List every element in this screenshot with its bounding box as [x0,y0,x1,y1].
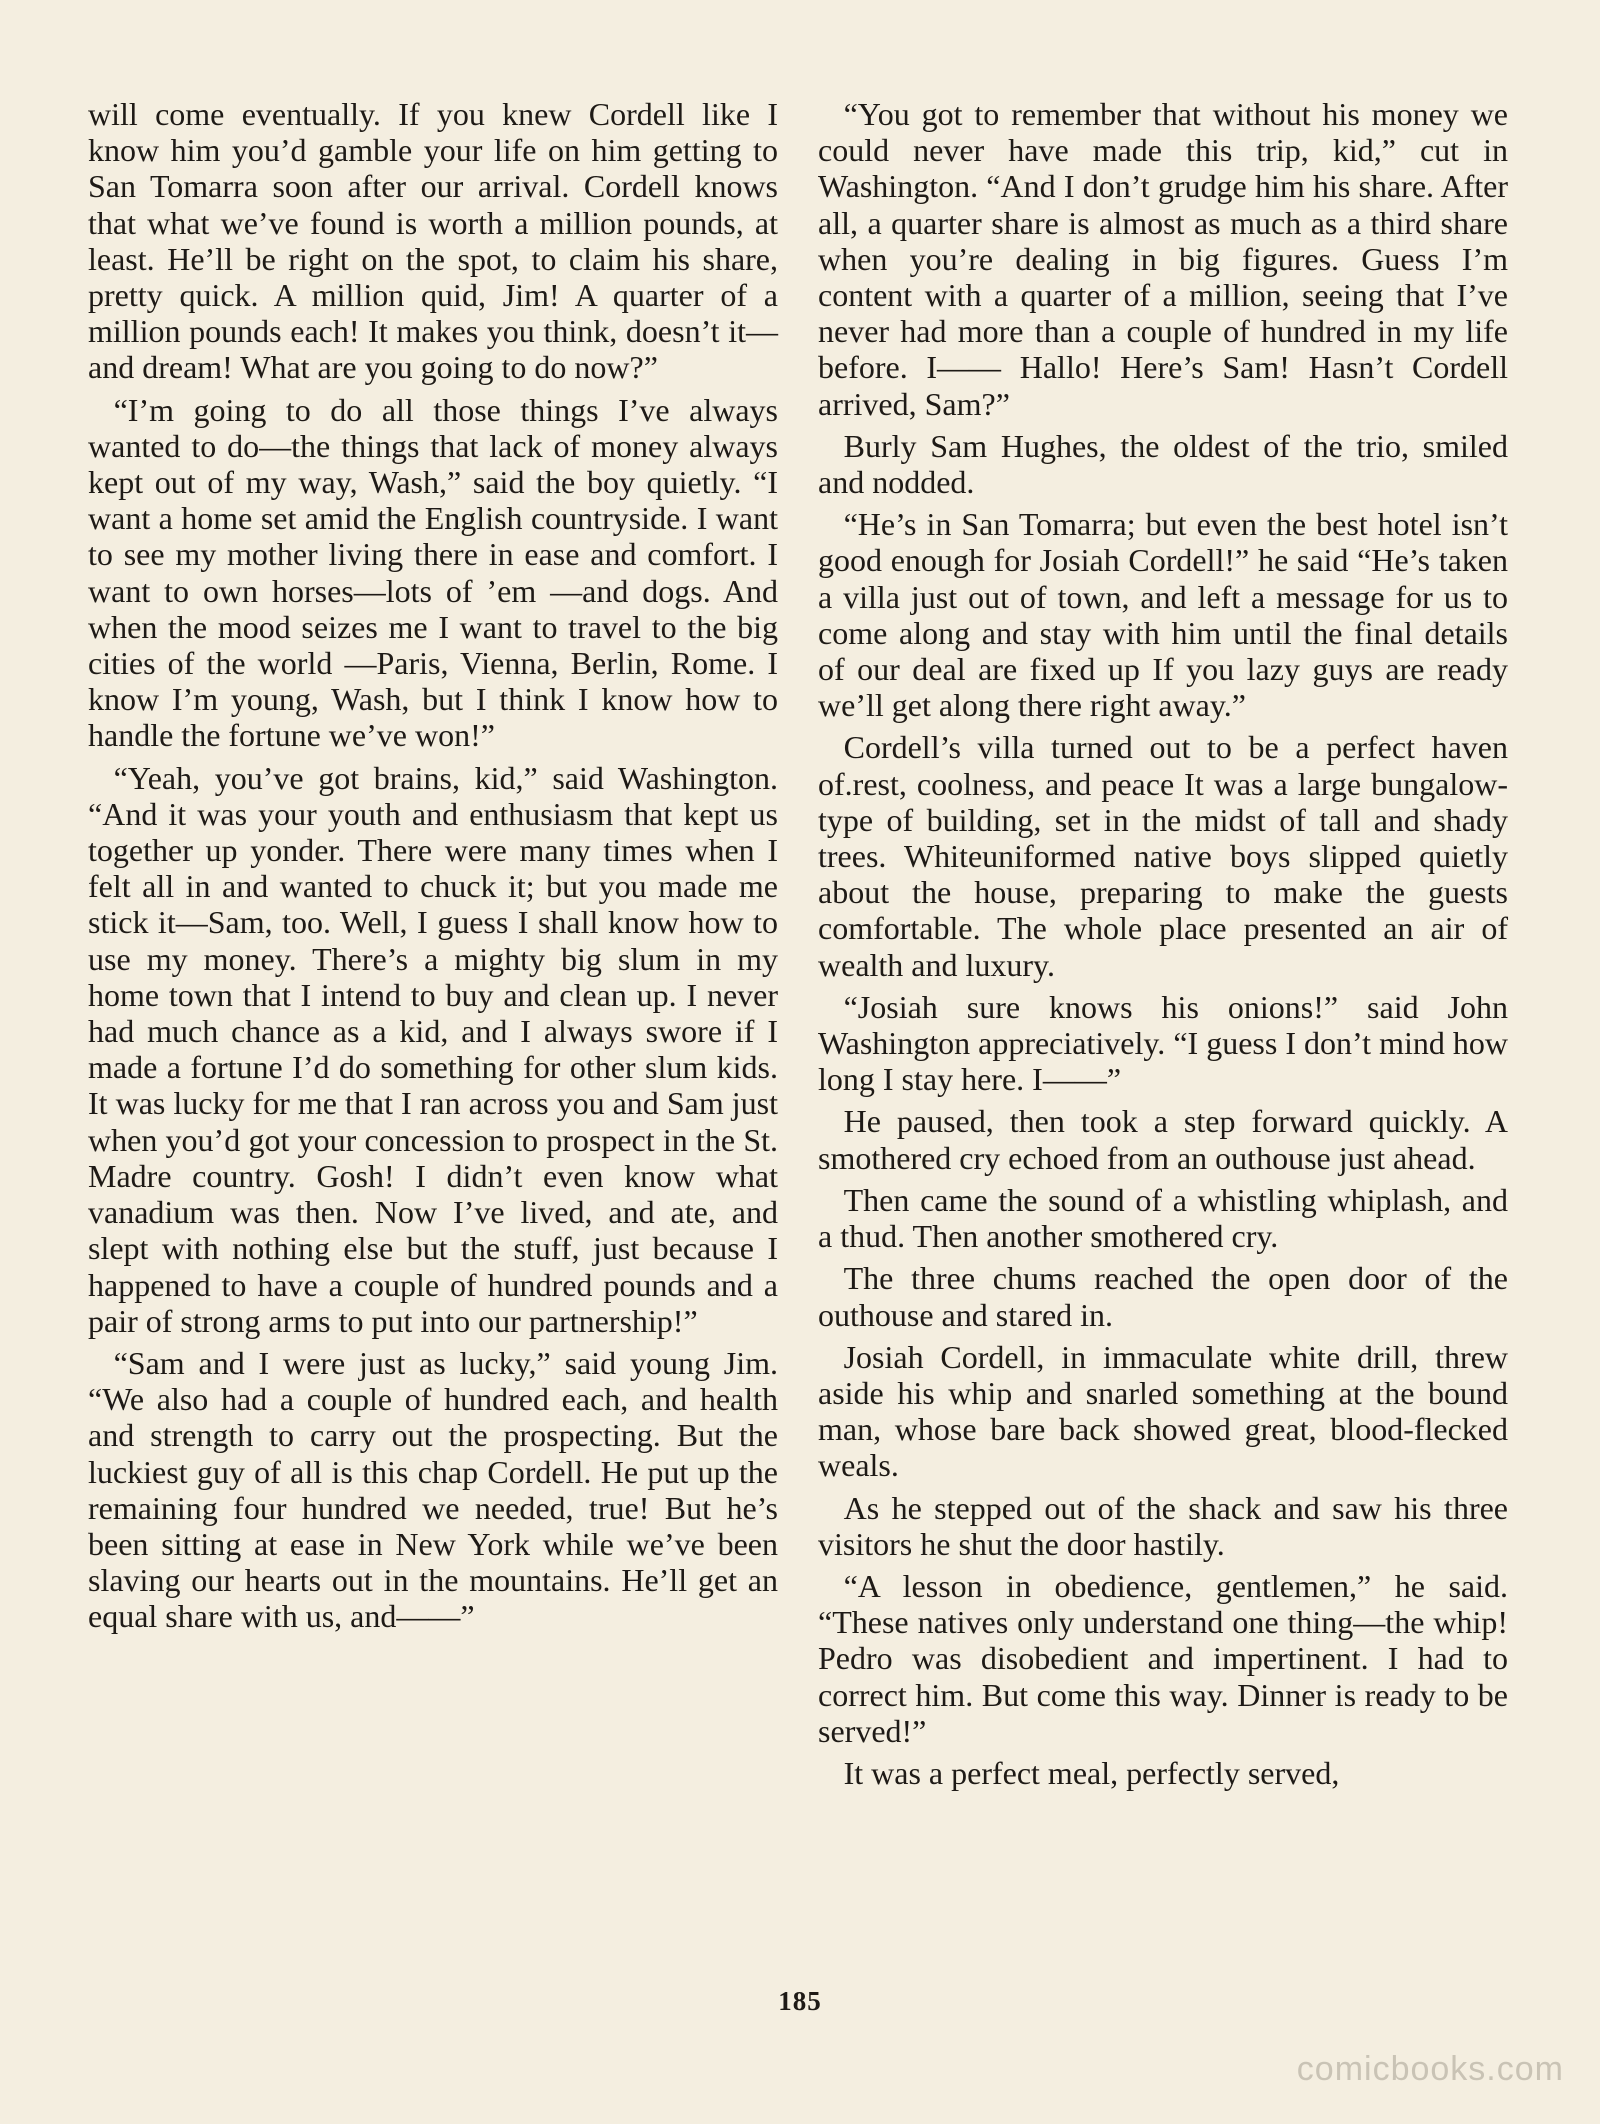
paragraph: Josiah Cordell, in immaculate white drill, threw aside his whip and snarled something at the bound man, whose bare back showed great, blood-flecked weals. [818,1338,1508,1484]
paragraph: “He’s in San Tomarra; but even the best hotel isn’t good enough for Josiah Cordell!” he said “He’s taken a villa just out of town, and left a message for us to come along and stay with him until the final details of our deal are fixed up If you lazy guys are ready we’ll get along there right away.” [818,506,1508,724]
paragraph: He paused, then took a step forward quickly. A smothered cry echoed from an outhouse just ahead. [818,1103,1508,1176]
watermark: comicbooks.com [1296,2050,1564,2088]
paragraph: The three chums reached the open door of the outhouse and stared in. [818,1260,1508,1333]
paragraph: will come eventually. If you knew Cordell like I know him you’d gamble your life on him getting to San Tomarra soon after our arrival. Cordell knows that what we’ve found is worth a million pounds, at least. He’ll be right on the spot, to claim his share, pretty quick. A million quid, Jim! A quarter of a million pounds each! It makes you think, doesn’t it—and dream! What are you going to do now?” [88,96,778,386]
paragraph: Burly Sam Hughes, the oldest of the trio, smiled and nodded. [818,427,1508,501]
paragraph: Then came the sound of a whistling whiplash, and a thud. Then another smothered cry. [818,1181,1508,1255]
paragraph: Cordell’s villa turned out to be a perfect haven of.rest, coolness, and peace It was a large bungalow-type of building, set in the midst of tall and shady trees. Whiteuniformed native boys slipped quietly about the house, preparing to make the guests comfortable. The whole place presented an air of wealth and luxury. [818,729,1508,983]
paragraph: “Josiah sure knows his onions!” said John Washington appreciatively. “I guess I don’t mind how long I stay here. I——” [818,988,1508,1098]
paragraph: “You got to remember that without his money we could never have made this trip, kid,” cut in Washington. “And I don’t grudge him his share. After all, a quarter share is almost as much as a third share when you’re dealing in big figures. Guess I’m content with a quarter of a million, seeing that I’ve never had more than a couple of hundred in my life before. I—— Hallo! Here’s Sam! Hasn’t Cordell arrived, Sam?” [818,96,1508,422]
paragraph: “Yeah, you’ve got brains, kid,” said Washington. “And it was your youth and enthusiasm that kept us together up yonder. There were many times when I felt all in and wanted to chuck it; but you made me stick it—Sam, too. Well, I guess I shall know how to use my money. There’s a mighty big slum in my home town that I intend to buy and clean up. I never had much chance as a kid, and I always swore if I made a fortune I’d do something for other slum kids. It was lucky for me that I ran across you and Sam just when you’d got your concession to prospect in the St. Madre country. Gosh! I didn’t even know what vanadium was then. Now I’ve lived, and ate, and slept with nothing else but the stuff, just because I happened to have a couple of hundred pounds and a pair of strong arms to put into our partnership!” [88,759,778,1339]
paragraph: “I’m going to do all those things I’ve always wanted to do—the things that lack of money always kept out of my way, Wash,” said the boy quietly. “I want a home set amid the English countryside. I want to see my mother living there in ease and comfort. I want to own horses—lots of ’em —and dogs. And when the mood seizes me I want to travel to the big cities of the world —Paris, Vienna, Berlin, Rome. I know I’m young, Wash, but I think I know how to handle the fortune we’ve won!” [88,391,778,754]
page-number: 185 [778,1986,822,2016]
paragraph: As he stepped out of the shack and saw his three visitors he shut the door hastily. [818,1489,1508,1562]
text-column-left [88,96,778,1641]
text-column-right [818,96,1508,1797]
paragraph: “A lesson in obedience, gentlemen,” he said. “These natives only understand one thing—the whip! Pedro was disobedient and impertinent. I had to correct him. But come this way. Dinner is ready to be served!” [818,1567,1508,1749]
paragraph: “Sam and I were just as lucky,” said young Jim. “We also had a couple of hundred each, and health and strength to carry out the prospecting. But the luckiest guy of all is this chap Cordell. He put up the remaining four hundred we needed, true! But he’s been sitting at ease in New York while we’ve been slaving our hearts out in the mountains. He’ll get an equal share with us, and——” [88,1344,778,1635]
paragraph: It was a perfect meal, perfectly served, [843,1754,1340,1791]
